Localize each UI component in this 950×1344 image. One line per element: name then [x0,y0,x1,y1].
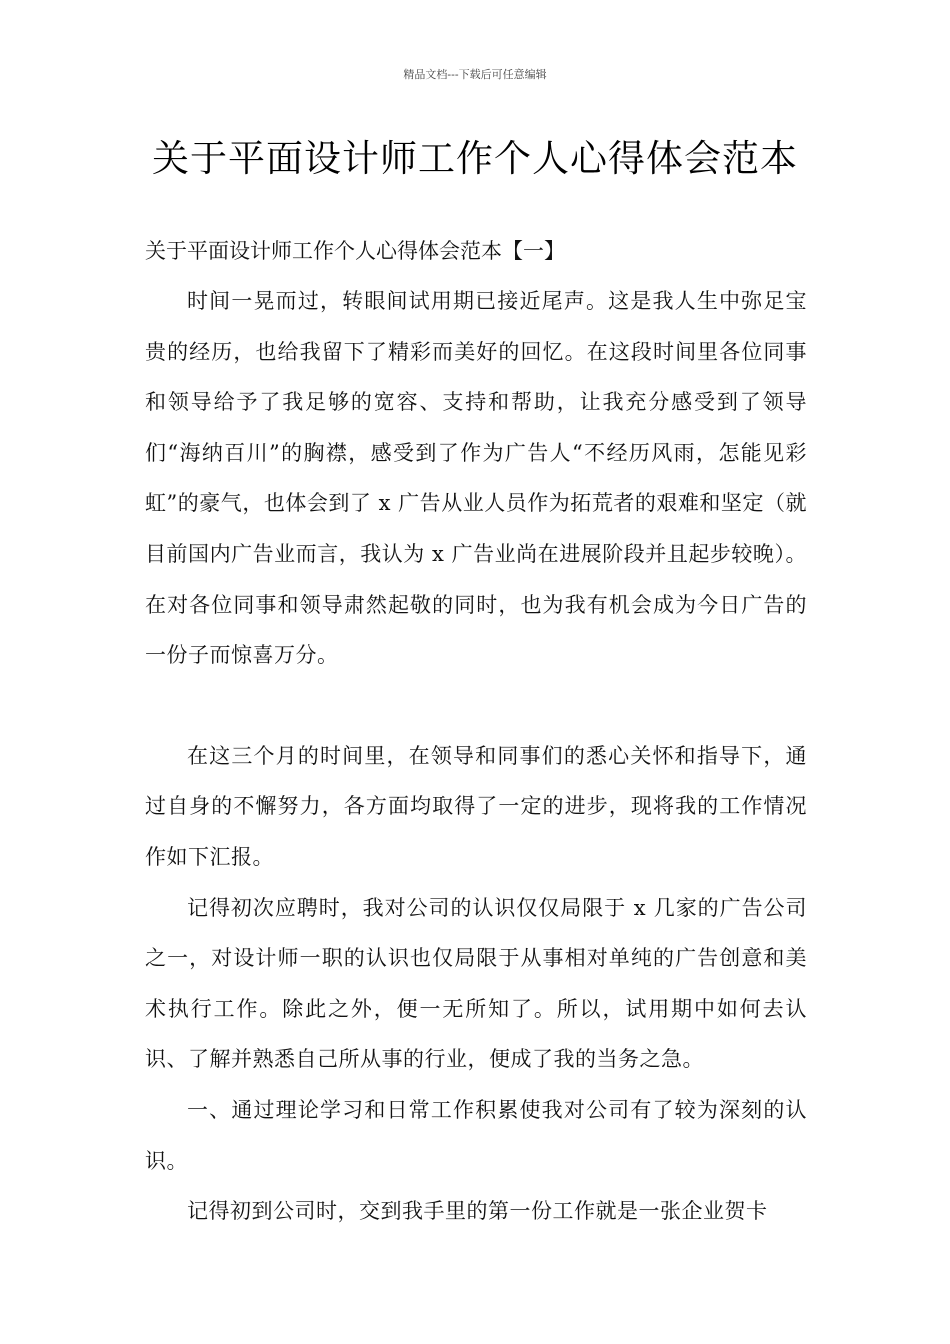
document-title: 关于平面设计师工作个人心得体会范本 [152,137,798,180]
document-body [145,226,807,1237]
paragraph-gap [145,681,807,731]
header-note: 精品文档---下载后可任意编辑 [403,68,547,81]
paragraph: 一、通过理论学习和日常工作积累使我对公司有了较为深刻的认识。 [145,1097,807,1173]
paragraph: 时间一晃而过，转眼间试用期已接近尾声。这是我人生中弥足宝贵的经历，也给我留下了精彩而美好的回忆。在这段时间里各位同事和领导给予了我足够的宽容、支持和帮助，让我充分感受到了领导们“海纳百川”的胸襟，感受到了作为广告人“不经历风雨，怎能见彩虹”的豪气，也体会到了 x 广告从业人员作为拓荒者的艰难和坚定（就目前国内广告业而言，我认为 x 广告业尚在进展阶段并且起步较晚）。在对各位同事和领导肃然起敬的同时，也为我有机会成为今日广告的一份子而惊喜万分。 [145,289,807,668]
section-heading: 关于平面设计师工作个人心得体会范本【一】 [145,239,565,263]
paragraph: 记得初到公司时，交到我手里的第一份工作就是一张企业贺卡 [187,1199,768,1224]
paragraph: 记得初次应聘时，我对公司的认识仅仅局限于 x 几家的广告公司之一，对设计师一职的认识也仅局限于从事相对单纯的广告创意和美术执行工作。除此之外，便一无所知了。所以，试用期中如何去认识、了解并熟悉自己所从事的行业，便成了我的当务之急。 [145,895,807,1072]
paragraph: 在这三个月的时间里，在领导和同事们的悉心关怀和指导下，通过自身的不懈努力，各方面均取得了一定的进步，现将我的工作情况作如下汇报。 [145,743,807,869]
